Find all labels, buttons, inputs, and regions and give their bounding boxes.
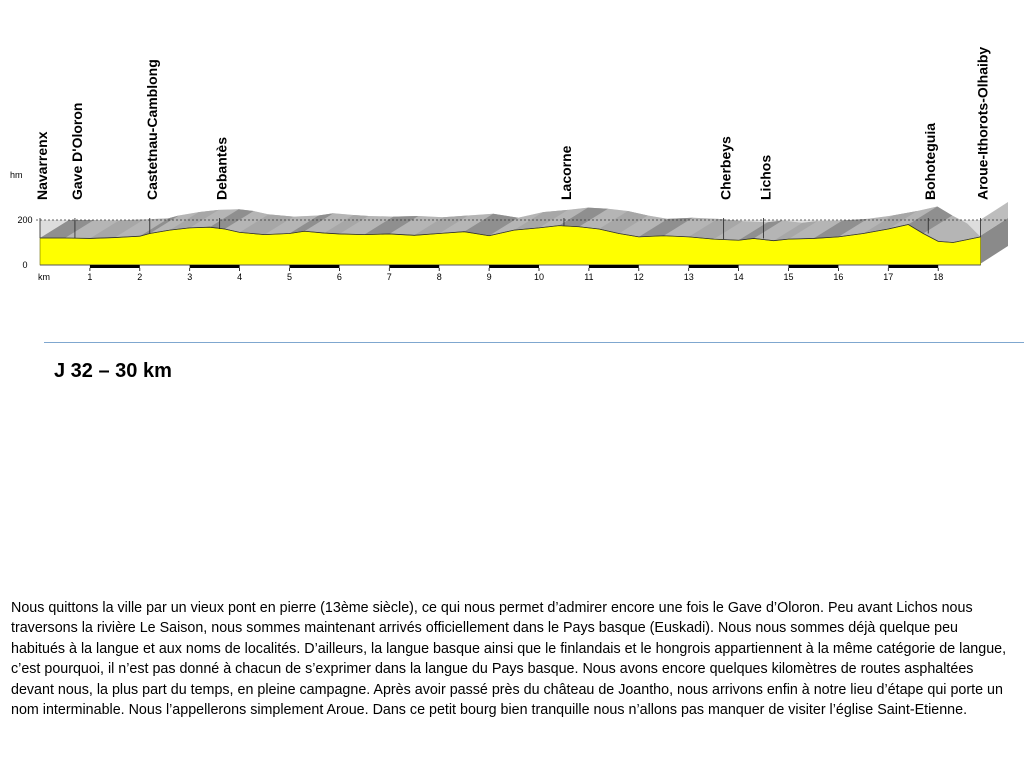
location-label: Castetnau-Camblong: [143, 59, 160, 200]
x-tick-label: 3: [187, 272, 193, 282]
km-bar-segment: [789, 265, 839, 268]
section-divider: [44, 342, 1024, 343]
x-tick-label: 9: [486, 272, 492, 282]
x-tick-label: 4: [237, 272, 243, 282]
location-label: Gave D'Oloron: [68, 102, 85, 200]
x-tick-label: 1: [87, 272, 93, 282]
location-labels: [34, 47, 991, 240]
x-tick-label: 18: [933, 272, 944, 282]
profile-3d-frame: [980, 202, 1008, 264]
x-tick-label: 12: [633, 272, 644, 282]
stage-description: Nous quittons la ville par un vieux pont en pierre (13ème siècle), ce qui nous permet d’admirer encore une fois le Gave d’Oloron. Peu avant Lichos nous traversons la rivière Le Saison, nous sommes maintenant arrivés officiellement dans le Pays basque (Euskadi). Nous nous sommes déjà quelque peu habitués à la langue et aux noms de localités. D’ailleurs, la langue basque ainsi que le finlandais et le hongrois appartiennent à la même catégorie de langue, c’est pourquoi, il n’est pas donné à chacun de s’exprimer dans la langue du Pays basque. Nous avons encore quelques kilomètres de routes asphaltées devant nous, la plus part du temps, en pleine campagne. Après avoir passé près du château de Joantho, nous arrivons enfin à notre lieu d’étape qui porte un nom interminable. Nous l’appellerons simplement Aroue. Dans ce petit bourg bien tranquille nous n’allons pas manquer de visiter l’église Saint-Etienne.: [11, 600, 1007, 719]
km-bar-segment: [689, 265, 739, 268]
km-bar-segment: [290, 265, 340, 268]
x-tick-label: 10: [533, 272, 545, 282]
y-axis-label: hm: [10, 170, 23, 180]
km-bar-segment: [389, 265, 439, 268]
y-tick-label: 0: [22, 260, 28, 270]
location-label: Aroue-Ithorots-Olhaiby: [974, 46, 991, 200]
location-label: Bohoteguia: [922, 123, 939, 200]
x-tick-label: 13: [683, 272, 694, 282]
x-tick-label: 17: [883, 272, 894, 282]
x-tick-label: 14: [733, 272, 744, 282]
x-tick-label: 2: [137, 272, 143, 282]
km-scale-bar: [90, 265, 938, 268]
x-tick-label: 8: [436, 272, 442, 282]
km-bar-segment: [589, 265, 639, 268]
location-label: Lichos: [757, 154, 774, 200]
x-tick-label: 7: [386, 272, 392, 282]
location-label: Cherbeys: [717, 136, 734, 200]
x-tick-label: 16: [833, 272, 844, 282]
km-bar-segment: [90, 265, 140, 268]
x-tick-label: 15: [783, 272, 794, 282]
y-tick-label: 200: [17, 215, 33, 225]
km-bar-segment: [489, 265, 539, 268]
x-tick-label: km: [38, 272, 50, 282]
km-bar-segment: [190, 265, 240, 268]
location-label: Lacorne: [557, 145, 574, 200]
location-label: Navarrenx: [34, 131, 50, 200]
x-tick-label: 11: [584, 272, 594, 282]
km-bar-segment: [888, 265, 938, 268]
x-tick-label: 6: [336, 272, 342, 282]
location-label: Debantès: [213, 136, 230, 200]
x-tick-label: 5: [286, 272, 293, 282]
stage-title: J 32 – 30 km: [54, 360, 172, 382]
elevation-profile-chart: [0, 0, 1024, 300]
